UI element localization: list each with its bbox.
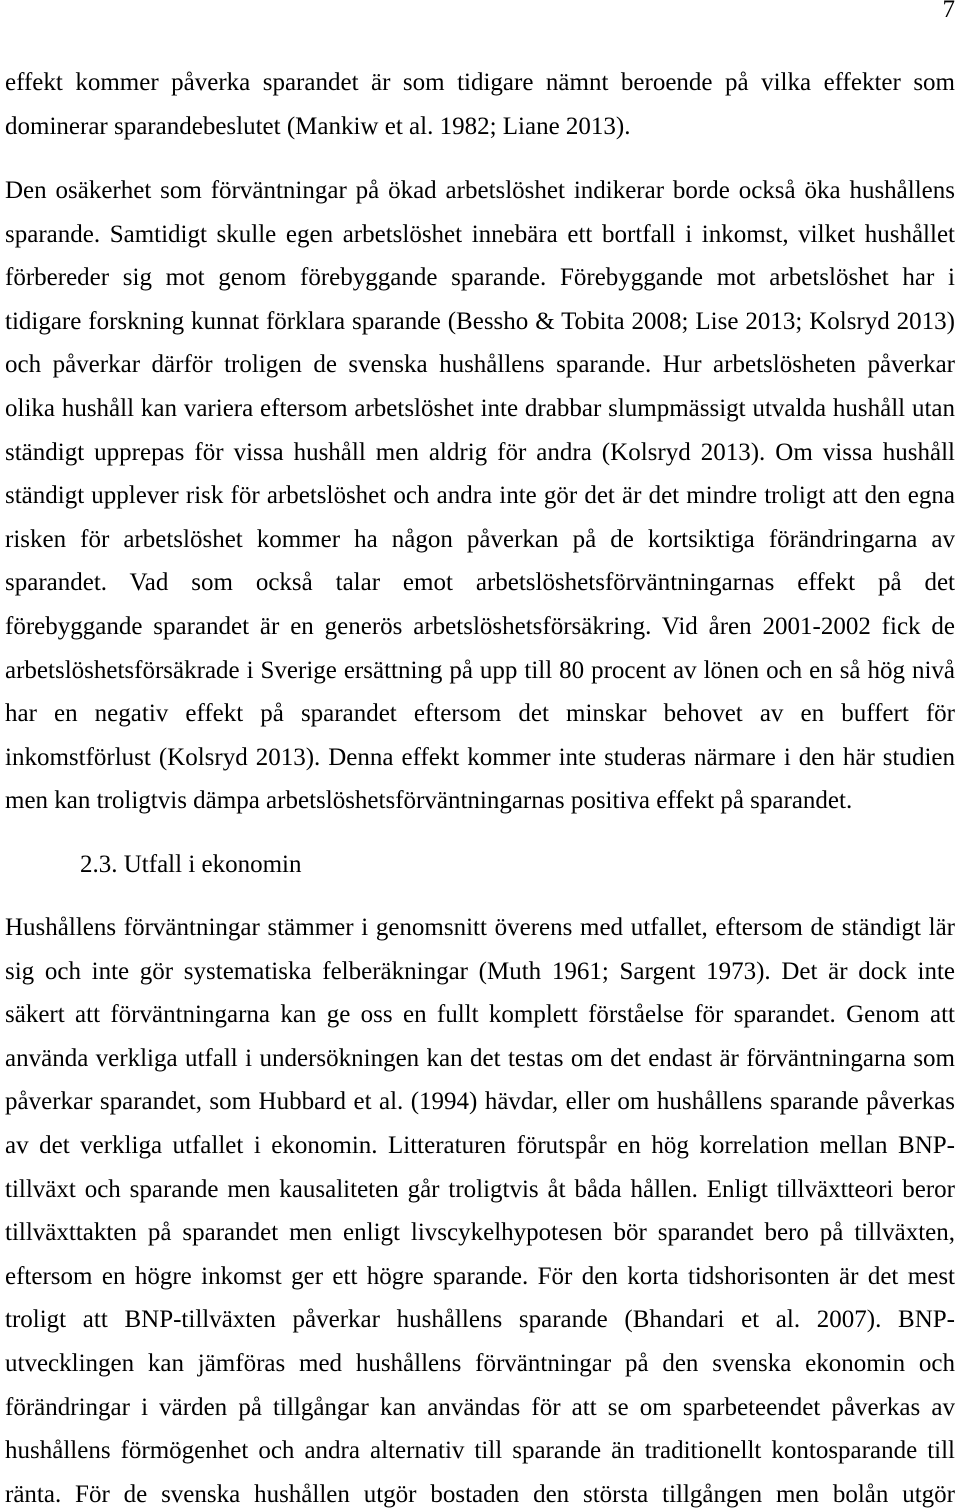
text-line: ränta. För de svenska hushållen utgör bostaden den största tillgången men bolån utgör (5, 1480, 955, 1508)
text-line: ständigt upprepas för vissa hushåll men aldrig för andra (Kolsryd 2013). Om vissa hushåll (5, 438, 955, 466)
text-line: eftersom en högre inkomst ger ett högre sparande. För den korta tidshorisonten är det mest (5, 1262, 955, 1290)
text-line: förebyggande sparandet är en generös arbetslöshetsförsäkring. Vid åren 2001-2002 fick de (5, 612, 955, 640)
text-line: och påverkar därför troligen de svenska hushållens sparande. Hur arbetslösheten påverkar (5, 351, 955, 379)
paragraph (5, 61, 955, 148)
text-line: risken för arbetslöshet kommer ha någon påverkan på de kortsiktiga förändringarna av (5, 525, 955, 553)
text-line: olika hushåll kan variera eftersom arbetslöshet inte drabbar slumpmässigt utvalda hushåll utan (5, 394, 955, 422)
text-line: dominerar sparandebeslutet (Mankiw et al. 1982; Liane 2013). (5, 112, 631, 140)
text-line: Den osäkerhet som förväntningar på ökad arbetslöshet indikerar borde också öka hushållens (5, 177, 955, 204)
text-line: troligt att BNP-tillväxten påverkar hushållens sparande (Bhandari et al. 2007). BNP- (5, 1306, 955, 1334)
text-line: har en negativ effekt på sparandet eftersom det minskar behovet av en buffert för (5, 700, 955, 728)
paragraph (5, 169, 955, 823)
text-line: sparandet. Vad som också talar emot arbetslöshetsförväntningarnas effekt på det (5, 569, 955, 597)
text-line: tidigare forskning kunnat förklara sparande (Bessho & Tobita 2008; Lise 2013; Kolsryd 2013) (5, 307, 955, 335)
text-line: sparande. Samtidigt skulle egen arbetslöshet innebära ett bortfall i inkomst, vilket hushållet (5, 220, 955, 248)
text-line: förändringar i värden på tillgångar kan användas för att se om sparbeteendet påverkas av (5, 1393, 955, 1421)
page-number: 7 (942, 0, 955, 23)
text-line: sig och inte gör systematiska felberäkningar (Muth 1961; Sargent 1973). Det är dock inte (5, 957, 955, 985)
text-line: effekt kommer påverka sparandet är som tidigare nämnt beroende på vilka effekter som (5, 69, 955, 96)
text-line: ständigt upplever risk för arbetslöshet och andra inte gör det är det mindre troligt att den egna (5, 482, 955, 510)
section-title: Utfall i ekonomin (123, 851, 302, 878)
text-line: tillväxttakten på sparandet men enligt livscykelhypotesen bör sparandet bero på tillväxten, (5, 1219, 955, 1247)
text-line: hushållens förmögenhet och andra alternativ till sparande än traditionellt kontosparande till (5, 1437, 955, 1465)
text-line: arbetslöshetsförsäkrade i Sverige ersättning på upp till 80 procent av lönen och en så hög nivå (5, 656, 955, 684)
text-line: inkomstförlust (Kolsryd 2013). Denna effekt kommer inte studeras närmare i den här studien (5, 743, 955, 771)
text-line: påverkar sparandet, som Hubbard et al. (1994) hävdar, eller om hushållens sparande påverkas (5, 1088, 955, 1116)
text-line: säkert att förväntningarna kan ge oss en fullt komplett förståelse för sparandet. Genom att (5, 1001, 955, 1029)
text-line: använda verkliga utfall i undersökningen kan det testas om det endast är förväntningarna som (5, 1044, 955, 1072)
text-line: förbereder sig mot genom förebyggande sparande. Förebyggande mot arbetslöshet har i (5, 264, 955, 292)
text-line: av det verkliga utfallet i ekonomin. Litteraturen förutspår en hög korrelation mellan BNP- (5, 1131, 955, 1159)
text-line: utvecklingen kan jämföras med hushållens förväntningar på den svenska ekonomin och (5, 1349, 955, 1377)
text-line: Hushållens förväntningar stämmer i genomsnitt överens med utfallet, eftersom de ständigt lär (5, 914, 955, 941)
paragraph (5, 906, 955, 1509)
text-line: tillväxt och sparande men kausaliteten går troligtvis åt båda hållen. Enligt tillväxtteori beror (5, 1175, 955, 1203)
section-heading (80, 843, 302, 887)
text-line: men kan troligtvis dämpa arbetslöshetsförväntningarnas positiva effekt på sparandet. (5, 787, 853, 815)
section-number: 2.3. (80, 851, 118, 878)
